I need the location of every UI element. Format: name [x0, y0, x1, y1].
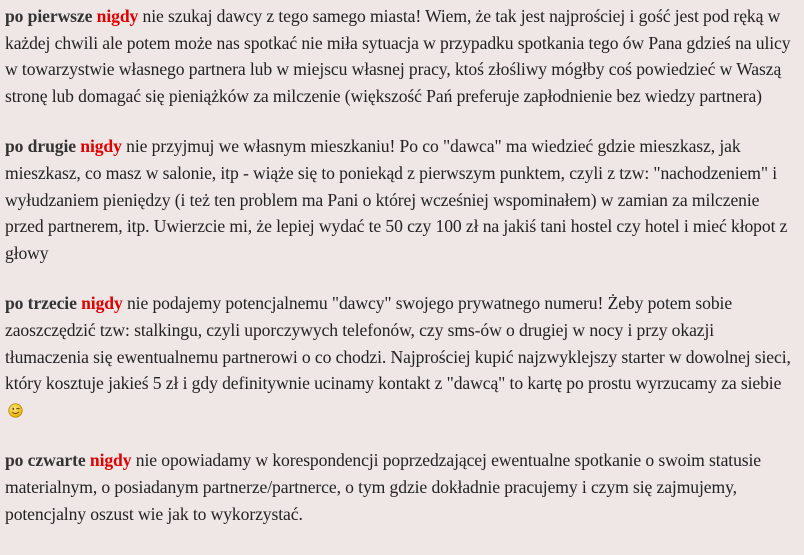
rule-1-lead: po pierwsze: [5, 6, 93, 26]
rule-1-never-emphasis: nigdy: [96, 6, 139, 26]
rule-3-text: nie podajemy potencjalnemu "dawcy" swojego prywatnego numeru! Żeby potem sobie zaoszczędzić tzw: stalkingu, czyli uporczywych telefonów, czy sms-ów o drugiej w nocy i przy okazji tłumaczenia się ewentualnemu partnerowi o co chodzi. Najprościej kupić najzwyklejszy starter w dowolnej sieci, który kosztuje jakieś 5 zł i gdy definitywnie ucinamy kontakt z "dawcą" to kartę po prostu wyrzucamy za siebie: [5, 293, 791, 394]
paragraph-rule-3: [5, 290, 792, 423]
paragraph-rule-4: [5, 447, 792, 527]
rule-1-text: nie szukaj dawcy z tego samego miasta! Wiem, że tak jest najprościej i gość jest pod ręką w każdej chwili ale potem może nas spotkać nie miła sytuacja w przypadku spotkania tego ów Pana gdzieś na ulicy w towarzystwie własnego partnera lub w miejscu własnej pracy, ktoś złośliwy mógłby coś powiedzieć w Waszą stronę lub domagać się pieniążków za milczenie (większość Pań preferuje zapłodnienie bez wiedzy partnera): [5, 6, 791, 106]
rule-4-never-emphasis: nigdy: [89, 450, 132, 471]
wink-smiley-icon: [8, 403, 23, 418]
rule-2-text: nie przyjmuj we własnym mieszkaniu! Po co "dawca" ma wiedzieć gdzie mieszkasz, jak mieszkasz, co masz w salonie, itp - wiąże się to poniekąd z pierwszym punktem, czyli z tzw: "nachodzeniem" i wyłudzaniem pieniędzy (i też ten problem ma Pani o której wcześniej wspominałem) w zamian za milczenie przed partnerem, itp. Uwierzcie mi, że lepiej wydać te 50 czy 100 zł na jakiś tani hostel czy hotel i mieć kłopot z głowy: [5, 136, 788, 263]
paragraph-rule-2: [5, 133, 792, 266]
rule-4-lead: po czwarte: [5, 450, 86, 471]
rule-3-lead: po trzecie: [5, 293, 77, 314]
paragraph-rule-1: [5, 3, 792, 109]
rule-2-never-emphasis: nigdy: [80, 136, 122, 157]
rule-2-lead: po drugie: [5, 136, 76, 157]
rule-3-never-emphasis: nigdy: [81, 293, 123, 314]
rule-4-text: nie opowiadamy w korespondencji poprzedzającej ewentualne spotkanie o swoim statusie materialnym, o posiadanym partnerze/partnerce, o tym gdzie dokładnie pracujemy i czym się zajmujemy, potencjalny oszust wie jak to wykorzystać.: [5, 450, 762, 524]
